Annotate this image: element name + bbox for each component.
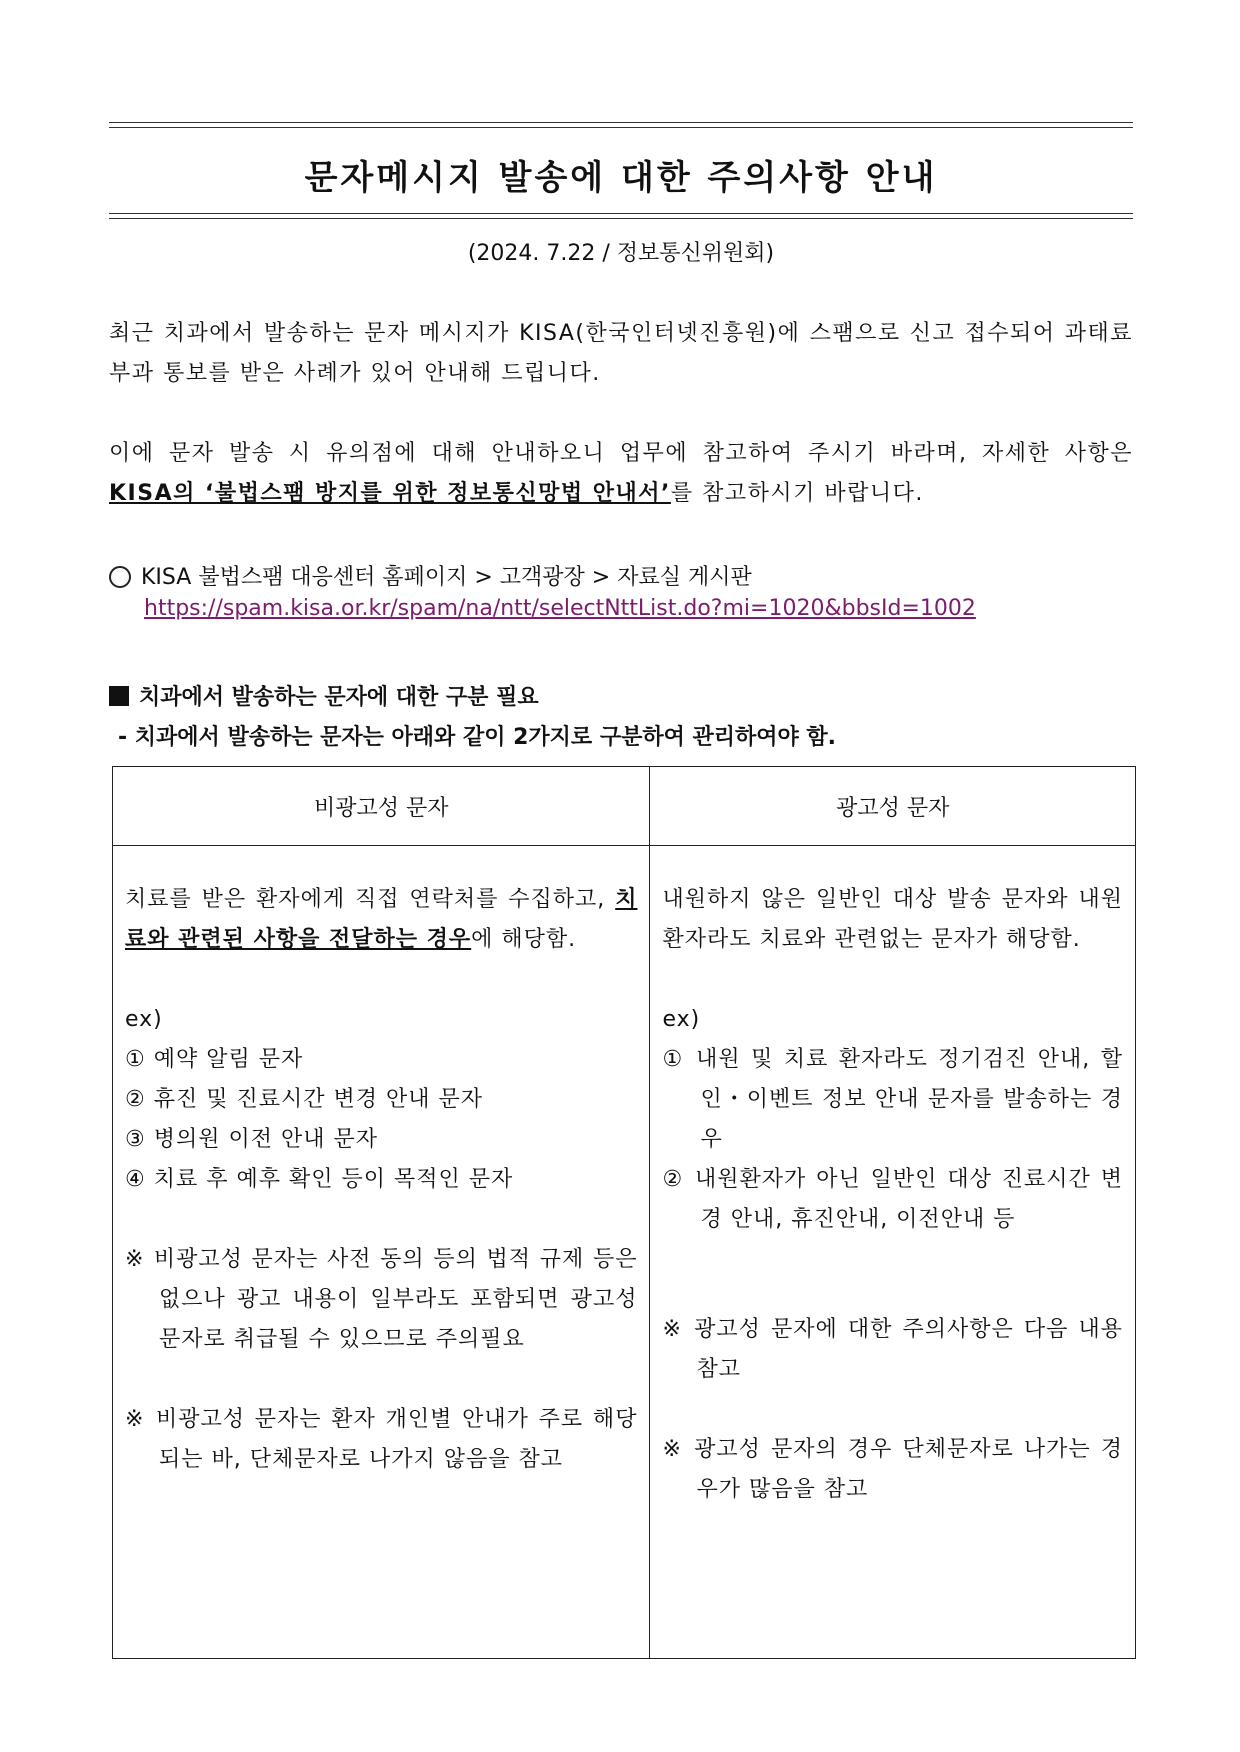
reference-path <box>109 560 752 591</box>
intro-paragraph-2 <box>109 434 1133 514</box>
header-ad: 광고성 문자 <box>650 767 1136 846</box>
reference-link[interactable]: https://spam.kisa.or.kr/spam/na/ntt/selectNttList.do?mi=1020&bbsId=1002 <box>144 596 976 621</box>
non-ad-example: ③ 병의원 이전 안내 문자 <box>125 1127 378 1152</box>
circle-bullet-icon <box>109 566 131 588</box>
title-rule-2 <box>109 218 1133 219</box>
ad-cell <box>650 846 1136 1659</box>
guide-reference: KISA의 ‘불법스팸 방지를 위한 정보통신망법 안내서’ <box>109 481 671 506</box>
non-ad-example: ① 예약 알림 문자 <box>125 1047 304 1072</box>
non-ad-note: ※ 비광고성 문자는 사전 동의 등의 법적 규제 등은 없으나 광고 내용이 일부라도 포함되면 광고성 문자로 취급될 수 있으므로 주의필요 <box>125 1247 638 1352</box>
message-type-table <box>112 766 1136 1659</box>
intro-p2-tail: 를 참고하시기 바랍니다. <box>670 481 924 506</box>
ad-note: ※ 광고성 문자의 경우 단체문자로 나가는 경우가 많음을 참고 <box>662 1437 1123 1502</box>
ad-ex-label: ex) <box>662 1007 701 1032</box>
top-rule-1 <box>109 122 1133 123</box>
reference-path-text: KISA 불법스팸 대응센터 홈페이지 > 고객광장 > 자료실 게시판 <box>141 565 752 590</box>
ad-example: ② 내원환자가 아닌 일반인 대상 진료시간 변경 안내, 휴진안내, 이전안내 등 <box>662 1167 1123 1232</box>
non-ad-cell <box>113 846 650 1659</box>
section-heading-text: 치과에서 발송하는 문자에 대한 구분 필요 <box>139 685 539 710</box>
intro-p2-text: 이에 문자 발송 시 유의점에 대해 안내하오니 업무에 참고하여 주시기 바라며, 자세한 사항은 <box>109 441 1133 466</box>
non-ad-key-phrase: 치료와 관련된 사항을 전달하는 경우 <box>125 887 638 952</box>
section-subheading: - 치과에서 발송하는 문자는 아래와 같이 2가지로 구분하여 관리하여야 함. <box>118 725 837 750</box>
square-bullet-icon <box>109 686 129 706</box>
title-rule-1 <box>109 213 1133 214</box>
non-ad-description: 치료를 받은 환자에게 직접 연락처를 수집하고, 치료와 관련된 사항을 전달하는 경우에 해당함. <box>125 887 638 952</box>
non-ad-note: ※ 비광고성 문자는 환자 개인별 안내가 주로 해당되는 바, 단체문자로 나가지 않음을 참고 <box>125 1407 638 1472</box>
section-heading <box>109 680 539 711</box>
ad-note: ※ 광고성 문자에 대한 주의사항은 다음 내용 참고 <box>662 1317 1123 1382</box>
non-ad-example: ② 휴진 및 진료시간 변경 안내 문자 <box>125 1087 483 1112</box>
non-ad-example: ④ 치료 후 예후 확인 등이 목적인 문자 <box>125 1167 514 1192</box>
header-non-ad: 비광고성 문자 <box>113 767 650 846</box>
date-subtitle: (2024. 7.22 / 정보통신위원회) <box>467 241 775 266</box>
non-ad-ex-label: ex) <box>125 1007 163 1032</box>
ad-description: 내원하지 않은 일반인 대상 발송 문자와 내원 환자라도 치료와 관련없는 문자가 해당함. <box>662 887 1123 952</box>
page-title: 문자메시지 발송에 대한 주의사항 안내 <box>304 158 938 198</box>
intro-paragraph-1: 최근 치과에서 발송하는 문자 메시지가 KISA(한국인터넷진흥원)에 스팸으로 신고 접수되어 과태료 부과 통보를 받은 사례가 있어 안내해 드립니다. <box>109 321 1133 386</box>
ad-example: ① 내원 및 치료 환자라도 정기검진 안내, 할인・이벤트 정보 안내 문자를 발송하는 경우 <box>662 1047 1123 1152</box>
top-rule-2 <box>109 127 1133 128</box>
